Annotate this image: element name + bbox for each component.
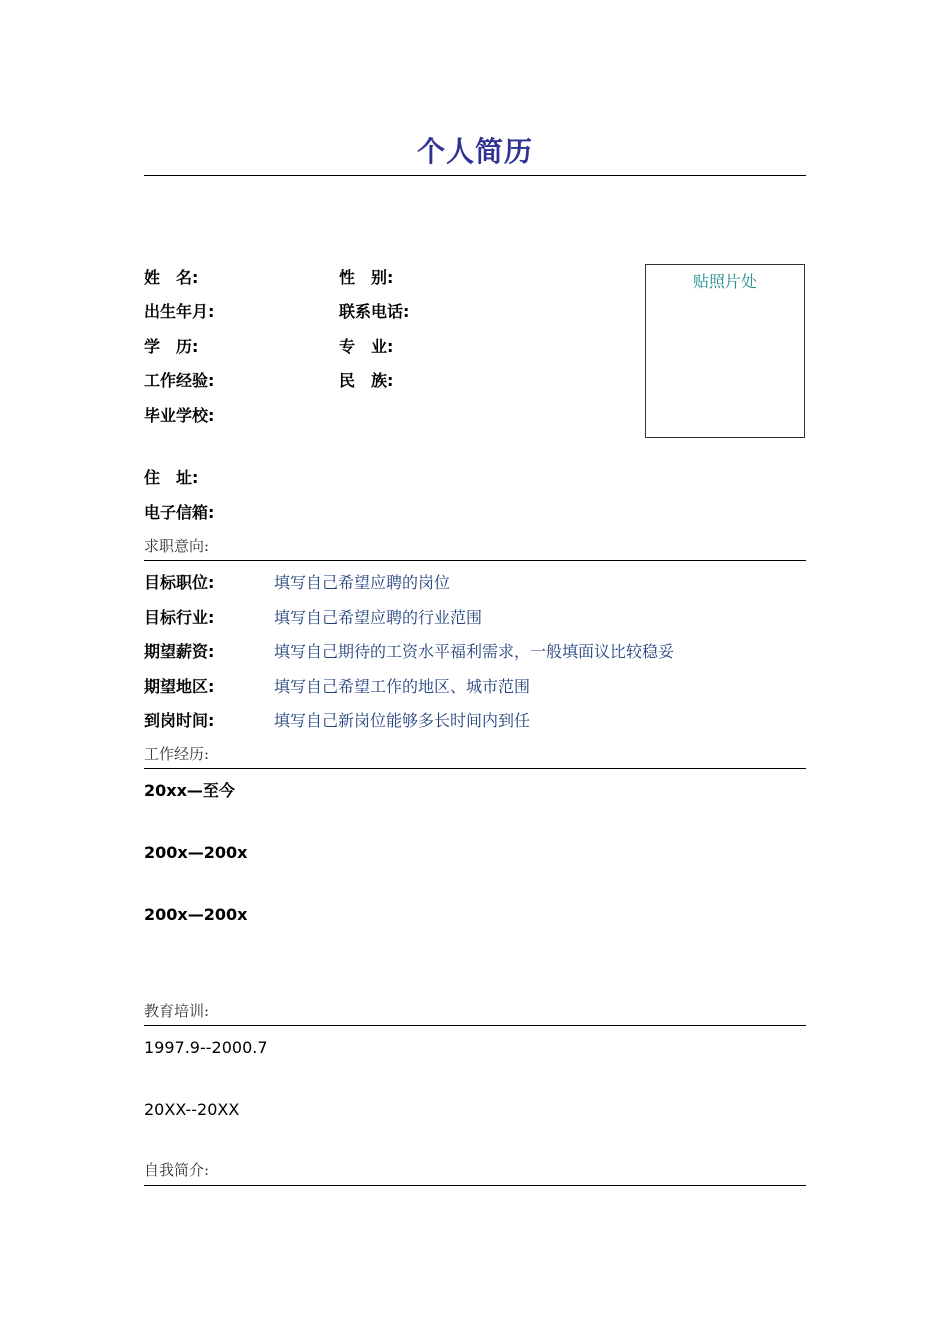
expected-region-label: 期望地区: [144,677,215,696]
photo-label: 贴照片处 [692,272,757,291]
intro-divider [144,1185,806,1186]
email-label: 电子信箱: [144,503,215,522]
target-position-label: 目标职位: [144,573,215,592]
expected-salary-label: 期望薪资: [144,642,215,661]
ethnicity-label: 民 族: [339,371,394,390]
expected-salary-value: 填写自己期待的工资水平福利需求，一般填面议比较稳妥 [274,642,675,661]
section-intro: 自我简介: [144,1161,210,1179]
target-industry-label: 目标行业: [144,608,215,627]
gender-label: 性 别: [339,268,394,287]
start-time-value: 填写自己新岗位能够多长时间内到任 [274,711,531,730]
education-label: 学 历: [144,337,199,356]
address-label: 住 址: [144,468,199,487]
work-divider [144,768,806,769]
target-position-value: 填写自己希望应聘的岗位 [274,573,451,592]
education-divider [144,1025,806,1026]
education-period-2: 20XX--20XX [144,1100,240,1119]
phone-label: 联系电话: [339,302,410,321]
work-period-3: 200x—200x [144,905,248,924]
work-period-1: 20xx—至今 [144,781,235,800]
page-title: 个人简历 [416,135,533,168]
title-divider [144,175,806,176]
education-period-1: 1997.9--2000.7 [144,1038,268,1057]
experience-label: 工作经验: [144,371,215,390]
job-intent-divider [144,560,806,561]
section-work: 工作经历: [144,745,210,763]
birth-label: 出生年月: [144,302,215,321]
work-period-2: 200x—200x [144,843,248,862]
target-industry-value: 填写自己希望应聘的行业范围 [274,608,483,627]
expected-region-value: 填写自己希望工作的地区、城市范围 [274,677,531,696]
section-job-intent: 求职意向: [144,537,210,555]
school-label: 毕业学校: [144,406,215,425]
name-label: 姓 名: [144,268,199,287]
section-education: 教育培训: [144,1002,210,1020]
start-time-label: 到岗时间: [144,711,215,730]
major-label: 专 业: [339,337,394,356]
photo-box [645,264,805,438]
